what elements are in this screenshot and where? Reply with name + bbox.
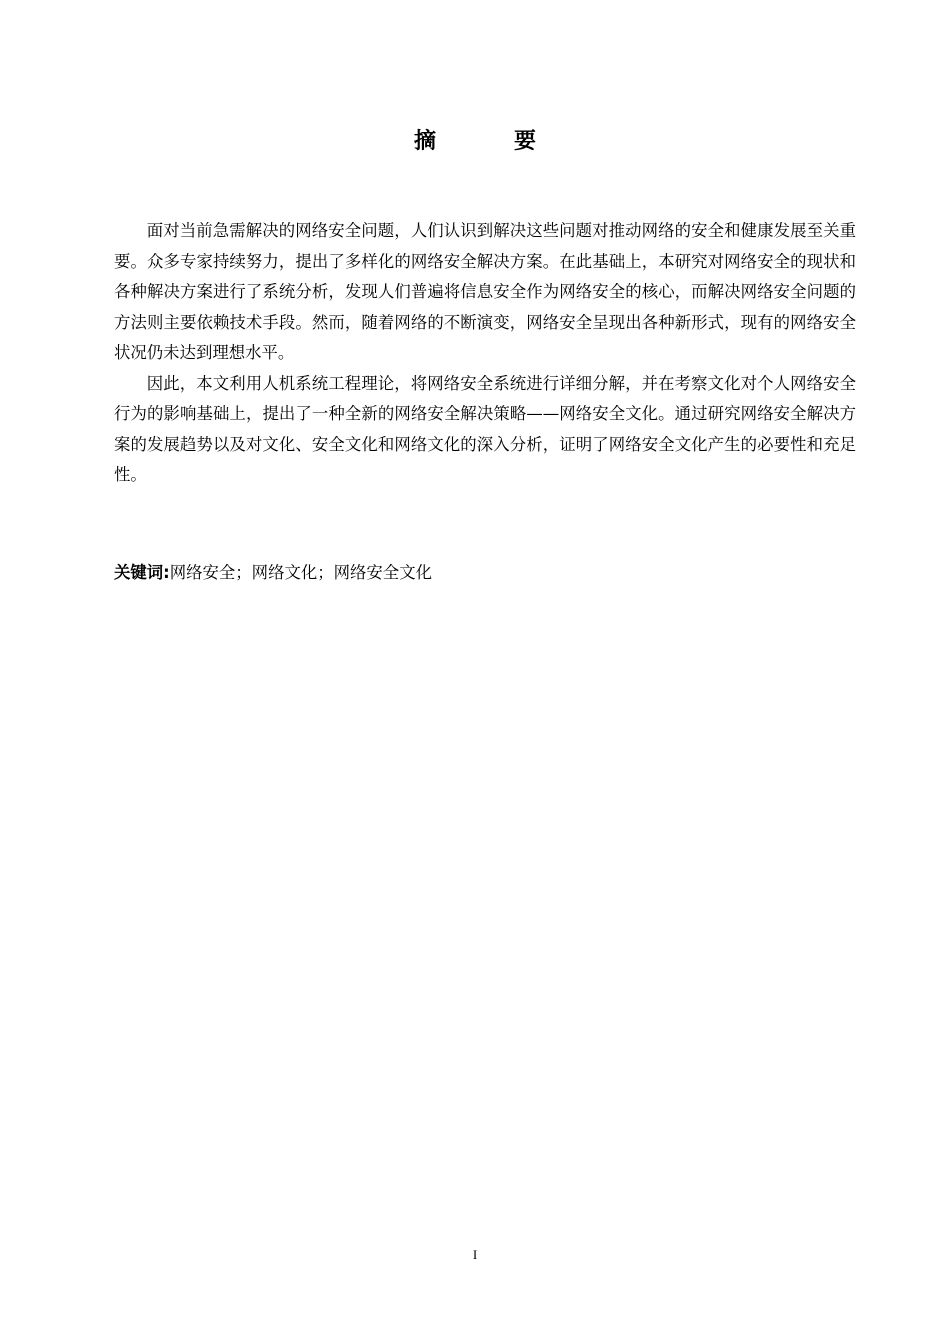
page-number: I <box>472 1247 478 1262</box>
abstract-paragraph-1: 面对当前急需解决的网络安全问题，人们认识到解决这些问题对推动网络的安全和健康发展至关重要。众多专家持续努力，提出了多样化的网络安全解决方案。在此基础上，本研究对网络安全的现状和各种解决方案进行了系统分析，发现人们普遍将信息安全作为网络安全的核心，而解决网络安全问题的方法则主要依赖技术手段。然而，随着网络的不断演变，网络安全呈现出各种新形式，现有的网络安全状况仍未达到理想水平。 <box>114 221 856 362</box>
abstract-title: 摘 要 <box>413 129 564 154</box>
abstract-body <box>114 216 856 491</box>
abstract-paragraph-2: 因此，本文利用人机系统工程理论，将网络安全系统进行详细分解，并在考察文化对个人网络安全行为的影响基础上，提出了一种全新的网络安全解决策略——网络安全文化。通过研究网络安全解决方案的发展趋势以及对文化、安全文化和网络文化的深入分析，证明了网络安全文化产生的必要性和充足性。 <box>114 373 856 484</box>
keywords-line <box>114 560 856 586</box>
keywords-label: 关键词: <box>114 563 170 582</box>
keywords-value: 网络安全；网络文化；网络安全文化 <box>169 563 432 582</box>
